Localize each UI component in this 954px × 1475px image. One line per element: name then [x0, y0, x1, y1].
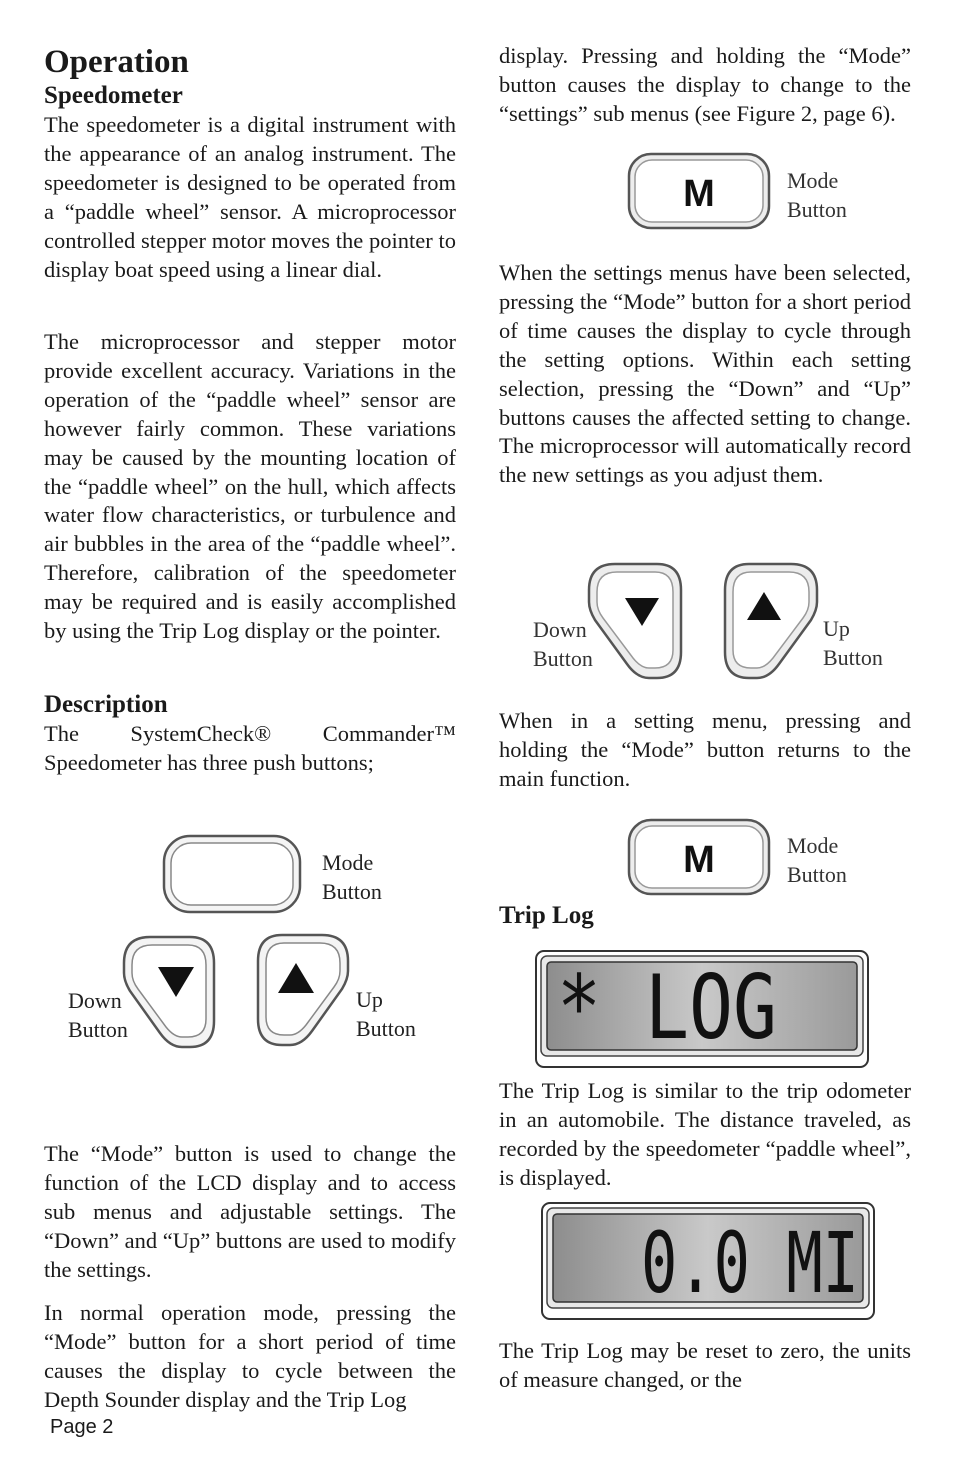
page-number: Page 2 [50, 1416, 114, 1438]
trip-log-paragraph: The Trip Log is similar to the trip odometer in an automobile. The distance traveled, as recorded by the speedometer “paddle wheel”, is displayed. [499, 1078, 911, 1190]
lcd-mileage-display [541, 1202, 875, 1320]
return-main-paragraph: When in a setting menu, pressing and holding the “Mode” button returns to the main function. [499, 708, 911, 791]
up-label-line1: Up [356, 987, 383, 1012]
up-btn-label-line1: Up [823, 616, 850, 641]
settings-paragraph: When the settings menus have been selected, pressing the “Mode” button for a short period of time causes the display to cycle through the setting options. Within each setting selection, pressing the “Down” and “Up” buttons causes the affected setting to change. The microprocessor will automatically record the new settings as you adjust them. [499, 260, 911, 488]
mode-btn-label-line2: Button [787, 197, 847, 222]
display-continued-paragraph: display. Pressing and holding the “Mode” button causes the display to change to the “settings” sub menus (see Figure 2, page 6). [499, 43, 911, 126]
mode-button-figure-1 [627, 152, 773, 232]
mode-label-line1: Mode [322, 850, 374, 875]
description-heading: Description [44, 691, 168, 718]
mode-button-graphic [162, 834, 302, 916]
mode-m-letter: M [683, 173, 715, 215]
lcd-log-text: * LOG [557, 956, 777, 1059]
lcd-mileage-text: 0.0 MI [641, 1214, 859, 1312]
down-label-line1: Down [68, 988, 122, 1013]
normal-operation-paragraph: In normal operation mode, pressing the “Mode” button for a short period of time causes the display to cycle between the Depth Sounder display and the Trip Log [44, 1300, 456, 1412]
mode-button-paragraph: The “Mode” button is used to change the function of the LCD display and to access sub menus and adjustable settings. The “Down” and “Up” buttons are used to modify the settings. [44, 1141, 456, 1282]
up-btn-label-line2: Button [823, 645, 883, 670]
speedometer-paragraph-1: The speedometer is a digital instrument with the appearance of an analog instrument. The speedometer is designed to be operated from a “paddle wheel” sensor. A microprocessor controlled stepper motor moves the pointer to display boat speed using a linear dial. [44, 112, 456, 282]
mode-m-letter-2: M [683, 839, 715, 881]
up-label-line2: Button [356, 1016, 416, 1041]
up-button-figure [721, 560, 821, 682]
down-btn-label-line2: Button [533, 646, 593, 671]
reset-paragraph: The Trip Log may be reset to zero, the units of measure changed, or the [499, 1338, 911, 1392]
speedometer-paragraph-2: The microprocessor and stepper motor provide excellent accuracy. Variations in the operation of the “paddle wheel” sensor are however fairly common. These variations may be caused by the mounting location of the “paddle wheel” on the hull, which affects water flow characteristics, or turbulence and air bubbles in the area of the “paddle wheel”. Therefore, calibration of the speedometer may be required and is easily accomplished by using the Trip Log display or the pointer. [44, 329, 456, 644]
speedometer-heading: Speedometer [44, 82, 183, 109]
down-button-graphic [120, 933, 218, 1051]
down-button-figure [585, 560, 685, 682]
down-label-line2: Button [68, 1017, 128, 1042]
up-button-graphic [254, 931, 352, 1049]
page-title: Operation [44, 44, 189, 80]
mode-btn-2-label-line1: Mode [787, 833, 839, 858]
mode-label-line2: Button [322, 879, 382, 904]
description-paragraph: The SystemCheck® Commander™ Speedometer has three push buttons; [44, 721, 456, 775]
trip-log-heading: Trip Log [499, 902, 594, 929]
lcd-log-display [535, 950, 869, 1068]
mode-btn-2-label-line2: Button [787, 862, 847, 887]
down-btn-label-line1: Down [533, 617, 587, 642]
mode-btn-label-line1: Mode [787, 168, 839, 193]
mode-button-figure-2 [627, 818, 773, 898]
